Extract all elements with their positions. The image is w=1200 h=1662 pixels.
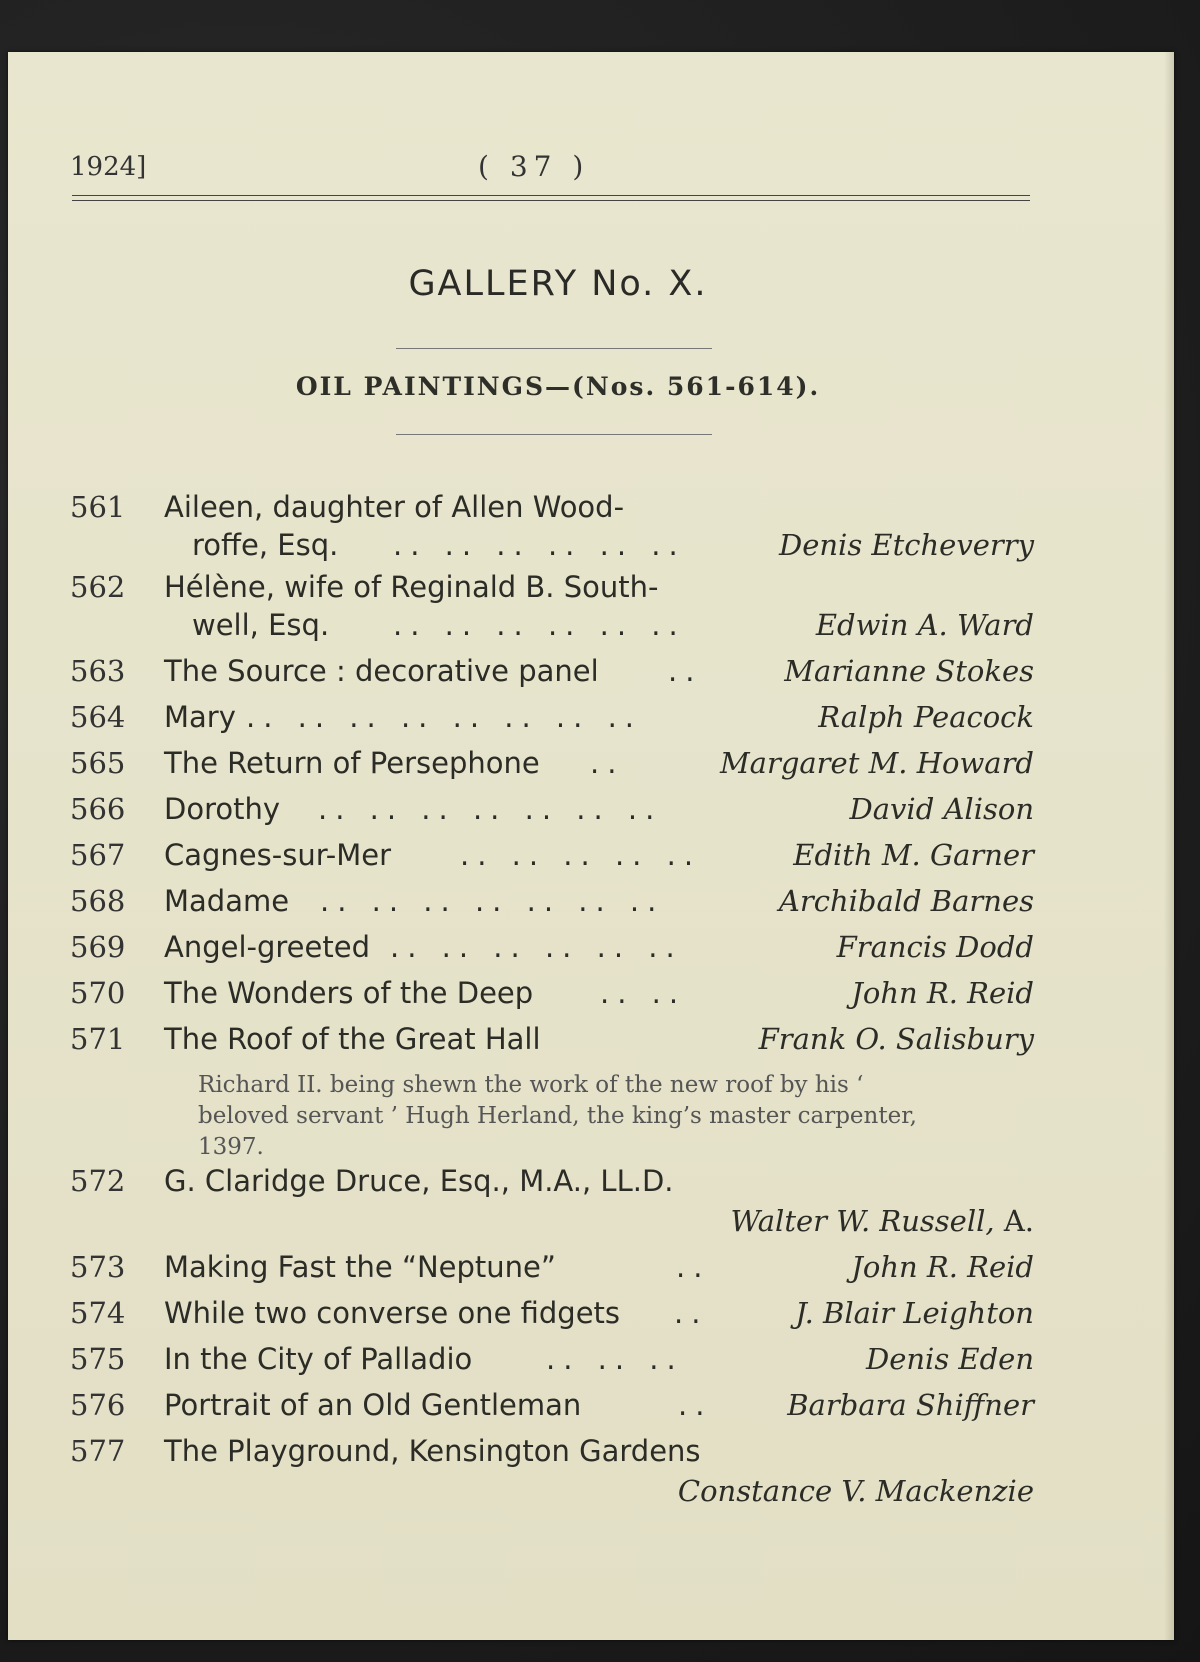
leader-dots: .. .. .. .. .. <box>460 838 702 872</box>
leader-dots: .. .. .. .. .. .. .. .. <box>246 700 643 734</box>
entry-number: 570 <box>70 976 126 1010</box>
entry-number: 566 <box>70 792 126 826</box>
leader-dots: .. <box>668 654 703 688</box>
entry-number: 563 <box>70 654 126 688</box>
entry-number: 573 <box>70 1250 126 1284</box>
entry-title: Madame <box>164 884 290 918</box>
entry-number: 576 <box>70 1388 126 1422</box>
leader-dots: .. .. .. .. .. .. .. <box>320 884 665 918</box>
entry-title-continued: roffe, Esq. <box>192 528 339 562</box>
entry-row <box>8 884 1174 930</box>
entry-row-continued <box>8 528 1174 574</box>
title-rule <box>396 348 712 349</box>
entry-number: 574 <box>70 1296 126 1330</box>
entry-row <box>8 930 1174 976</box>
entry-title: G. Claridge Druce, Esq., M.A., LL.D. <box>164 1164 674 1198</box>
leader-dots: .. <box>678 1388 713 1422</box>
entry-artist: David Alison <box>849 792 1034 826</box>
entry-title: Portrait of an Old Gentleman <box>164 1388 582 1422</box>
entry-artist: Denis Eden <box>865 1342 1034 1376</box>
entry-title: While two converse one fidgets <box>164 1296 621 1330</box>
entry-artist: John R. Reid <box>851 976 1034 1010</box>
entry-row-continued <box>8 1204 1174 1250</box>
entry-number: 568 <box>70 884 126 918</box>
entry-row <box>8 1388 1174 1434</box>
catalogue-page <box>8 52 1174 1640</box>
entry-row <box>8 838 1174 884</box>
leader-dots: .. <box>674 1296 709 1330</box>
entry-row-continued <box>8 1474 1174 1520</box>
leader-dots: .. .. .. <box>546 1342 684 1376</box>
entry-artist: John R. Reid <box>851 1250 1034 1284</box>
subtitle-rule <box>396 434 712 435</box>
entry-row <box>8 654 1174 700</box>
entry-artist: Ralph Peacock <box>818 700 1034 734</box>
entry-number: 564 <box>70 700 126 734</box>
entry-number: 572 <box>70 1164 126 1198</box>
entry-artist: Barbara Shiffner <box>787 1388 1034 1422</box>
entry-title: The Playground, Kensington Gardens <box>164 1434 701 1468</box>
leader-dots: .. .. <box>600 976 687 1010</box>
entry-number: 571 <box>70 1022 126 1056</box>
entry-artist: Margaret M. Howard <box>719 746 1034 780</box>
entry-number: 575 <box>70 1342 126 1376</box>
entry-number: 561 <box>70 490 126 524</box>
entry-artist: Edith M. Garner <box>793 838 1034 872</box>
entry-title: The Roof of the Great Hall <box>164 1022 541 1056</box>
entry-title: Aileen, daughter of Allen Wood- <box>164 490 625 524</box>
entry-title: Angel-greeted <box>164 930 370 964</box>
entry-title: Making Fast the “Neptune” <box>164 1250 556 1284</box>
artist-suffix: A. <box>1003 1204 1034 1238</box>
leader-dots: .. .. .. .. .. .. <box>390 930 683 964</box>
entry-artist: Francis Dodd <box>836 930 1034 964</box>
entry-title: Mary <box>164 700 236 734</box>
leader-dots: .. .. .. .. .. .. <box>393 528 686 562</box>
entry-row <box>8 1022 1174 1068</box>
entry-artist: Archibald Barnes <box>778 884 1034 918</box>
entry-artist: Marianne Stokes <box>784 654 1034 688</box>
entry-row <box>8 976 1174 1022</box>
entry-number: 567 <box>70 838 126 872</box>
entry-title: Hélène, wife of Reginald B. South- <box>164 570 659 604</box>
entry-title: The Wonders of the Deep <box>164 976 534 1010</box>
leader-dots: .. <box>676 1250 711 1284</box>
leader-dots: .. <box>590 746 625 780</box>
entry-artist: Constance V. Mackenzie <box>677 1474 1034 1508</box>
leader-dots: .. .. .. .. .. .. .. <box>318 792 663 826</box>
entry-row <box>8 792 1174 838</box>
entry-number: 565 <box>70 746 126 780</box>
entry-row <box>8 1342 1174 1388</box>
entry-title: The Source : decorative panel <box>164 654 599 688</box>
entry-number: 562 <box>70 570 126 604</box>
artist-name: Walter W. Russell, <box>730 1204 995 1238</box>
entry-row <box>8 746 1174 792</box>
entry-description: Richard II. being shewn the work of the new roof by his ‘ beloved servant ’ Hugh Herland, the king’s master carpenter, 1397. <box>198 1072 917 1160</box>
entry-row <box>8 1296 1174 1342</box>
header-year: 1924] <box>70 152 147 182</box>
entry-title: In the City of Palladio <box>164 1342 473 1376</box>
entry-title: Cagnes-sur-Mer <box>164 838 392 872</box>
header-rule-top <box>72 195 1030 196</box>
entry-title-continued: well, Esq. <box>192 608 330 642</box>
page-number: ( 37 ) <box>478 150 590 183</box>
entry-artist: J. Blair Leighton <box>795 1296 1034 1330</box>
entry-artist: Denis Etcheverry <box>778 528 1034 562</box>
entry-title: Dorothy <box>164 792 281 826</box>
section-subtitle: OIL PAINTINGS—(Nos. 561-614). <box>295 372 821 401</box>
entry-number: 577 <box>70 1434 126 1468</box>
entry-artist <box>730 1204 1034 1238</box>
entry-title: The Return of Persephone <box>164 746 540 780</box>
entry-row-continued <box>8 608 1174 654</box>
header-rule-bottom <box>72 200 1030 201</box>
entry-artist: Edwin A. Ward <box>815 608 1034 642</box>
entry-row <box>8 1250 1174 1296</box>
gallery-title: GALLERY No. X. <box>408 264 708 304</box>
entry-number: 569 <box>70 930 126 964</box>
leader-dots: .. .. .. .. .. .. <box>393 608 686 642</box>
entry-row <box>8 700 1174 746</box>
entry-artist: Frank O. Salisbury <box>758 1022 1034 1056</box>
